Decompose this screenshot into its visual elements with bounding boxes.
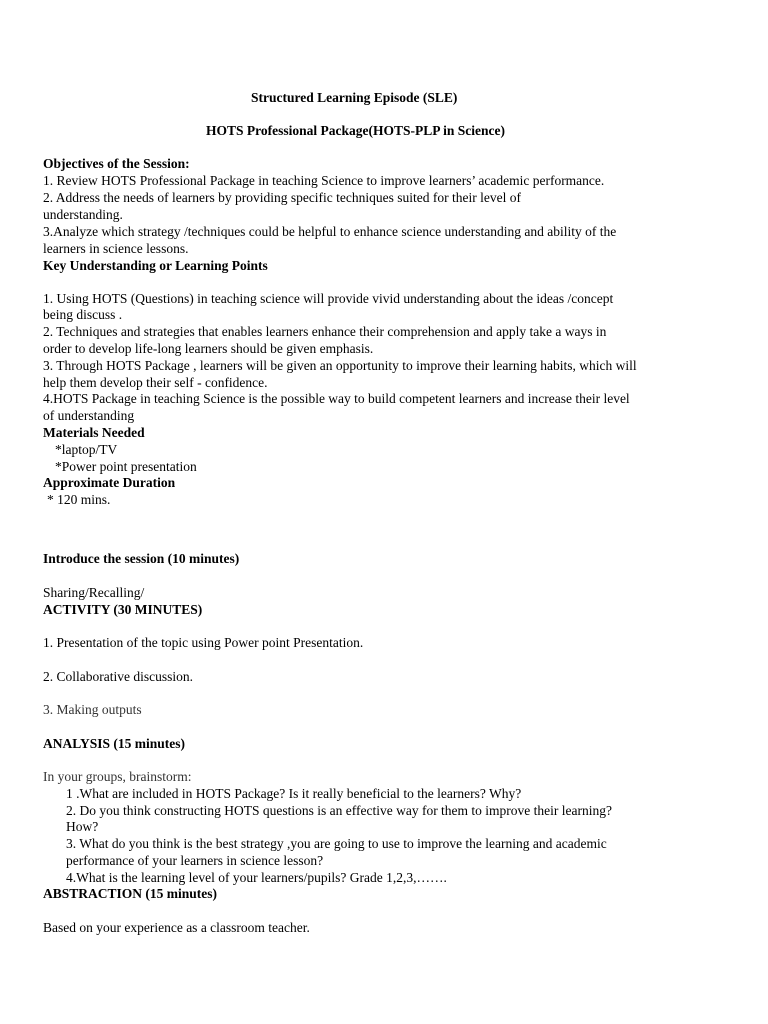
objective-line: understanding. [43, 207, 123, 222]
objective-line: learners in science lessons. [43, 241, 189, 256]
abstraction-text: Based on your experience as a classroom teacher. [43, 920, 310, 935]
objective-line: 3.Analyze which strategy /techniques could be helpful to enhance science understanding and ability of the [43, 224, 617, 239]
key-point-line: help them develop their self - confidence. [43, 375, 268, 390]
activity-item: 3. Making outputs [43, 702, 142, 717]
analysis-question: performance of your learners in science lesson? [66, 853, 324, 868]
analysis-intro: In your groups, brainstorm: [43, 769, 192, 784]
activity-heading: ACTIVITY (30 MINUTES) [43, 602, 203, 617]
key-point-line: of understanding [43, 408, 135, 423]
materials-item: *Power point presentation [55, 459, 197, 474]
activity-item: 1. Presentation of the topic using Power point Presentation. [43, 635, 364, 650]
duration-heading: Approximate Duration [43, 475, 176, 490]
objective-line: 2. Address the needs of learners by providing specific techniques suited for their level of [43, 190, 521, 205]
analysis-question: 4.What is the learning level of your learners/pupils? Grade 1,2,3,……. [66, 870, 447, 885]
introduce-heading: Introduce the session (10 minutes) [43, 551, 240, 566]
analysis-question: 1 .What are included in HOTS Package? Is it really beneficial to the learners? Why? [66, 786, 522, 801]
abstraction-heading: ABSTRACTION (15 minutes) [43, 886, 218, 901]
key-point-line: 3. Through HOTS Package , learners will be given an opportunity to improve their learning habits, which will [43, 358, 637, 373]
materials-item: *laptop/TV [55, 442, 118, 457]
objective-line: 1. Review HOTS Professional Package in teaching Science to improve learners’ academic performance. [43, 173, 605, 188]
key-understanding-heading: Key Understanding or Learning Points [43, 258, 268, 273]
document-title: Structured Learning Episode (SLE) [251, 90, 458, 105]
objectives-heading: Objectives of the Session: [43, 156, 190, 171]
analysis-question: 2. Do you think constructing HOTS questions is an effective way for them to improve their learning? [66, 803, 613, 818]
key-point-line: order to develop life-long learners should be given emphasis. [43, 341, 374, 356]
introduce-text: Sharing/Recalling/ [43, 585, 145, 600]
analysis-question: 3. What do you think is the best strategy ,you are going to use to improve the learning and academic [66, 836, 607, 851]
key-point-line: 4.HOTS Package in teaching Science is the possible way to build competent learners and increase their level [43, 391, 630, 406]
key-point-line: 2. Techniques and strategies that enables learners enhance their comprehension and apply take a ways in [43, 324, 607, 339]
duration-value: * 120 mins. [47, 492, 111, 507]
document-subtitle: HOTS Professional Package(HOTS-PLP in Science) [206, 123, 505, 138]
materials-heading: Materials Needed [43, 425, 145, 440]
key-point-line: being discuss . [43, 307, 123, 322]
analysis-heading: ANALYSIS (15 minutes) [43, 736, 186, 751]
analysis-question: How? [66, 819, 99, 834]
key-point-line: 1. Using HOTS (Questions) in teaching science will provide vivid understanding about the ideas /concept [43, 291, 614, 306]
activity-item: 2. Collaborative discussion. [43, 669, 193, 684]
